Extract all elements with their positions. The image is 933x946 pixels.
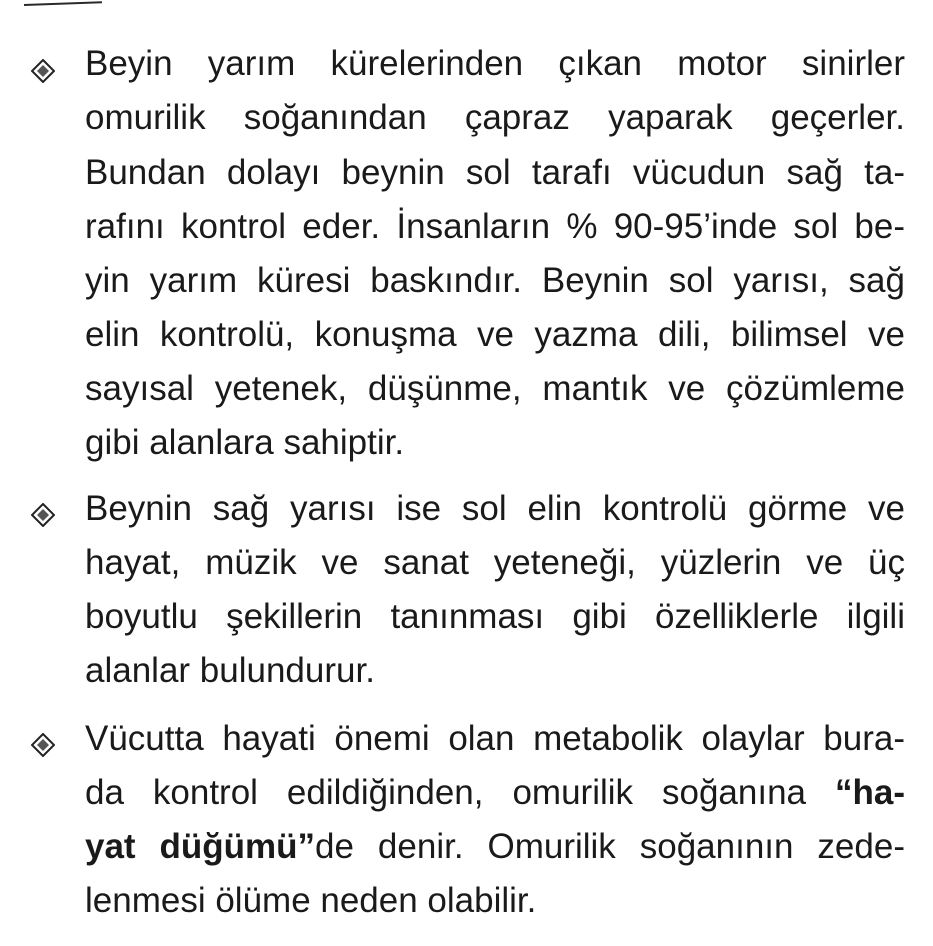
paragraph-line: Beynin sağ yarısı ise sol elin kontrolü görme ve — [85, 489, 905, 528]
paragraph-line-with-bold — [85, 827, 905, 867]
paragraph-line: Bundan dolayı beynin sol tarafı vücudun sağ ta- — [85, 153, 905, 192]
paragraph-line: lenmesi ölüme neden olabilir. — [85, 881, 537, 920]
paragraph-line-with-bold — [85, 773, 905, 813]
diamond-bullet-icon — [31, 59, 55, 83]
paragraph-line: alanlar bulundurur. — [85, 651, 375, 690]
diamond-bullet-icon — [31, 503, 55, 527]
paragraph-line: sayısal yetenek, düşünme, mantık ve çözümleme — [85, 369, 905, 408]
paragraph-line: yin yarım küresi baskındır. Beynin sol yarısı, sağ — [85, 261, 905, 300]
paragraph-line: hayat, müzik ve sanat yeteneği, yüzlerin ve üç — [85, 543, 905, 582]
paragraph-line: rafını kontrol eder. İnsanların % 90-95’inde sol be- — [85, 207, 905, 246]
paragraph-line: gibi alanlara sahiptir. — [85, 423, 405, 462]
paragraph-line: boyutlu şekillerin tanınması gibi özelliklerle ilgili — [85, 597, 905, 636]
line-text: da kontrol edildiğinden, omurilik soğanına — [85, 773, 835, 812]
bold-term: “ha- — [835, 773, 905, 812]
diamond-bullet-icon — [31, 733, 55, 757]
bold-term: yat düğümü” — [85, 827, 316, 866]
paragraph-line: omurilik soğanından çapraz yaparak geçerler. — [85, 98, 905, 137]
paragraph-line: Vücutta hayati önemi olan metabolik olaylar bura- — [85, 719, 905, 758]
line-text: de denir. Omurilik soğanının zede- — [315, 827, 905, 866]
paragraph-line: Beyin yarım kürelerinden çıkan motor sinirler — [85, 44, 905, 83]
paragraph-line: elin kontrolü, konuşma ve yazma dili, bilimsel ve — [85, 315, 905, 354]
